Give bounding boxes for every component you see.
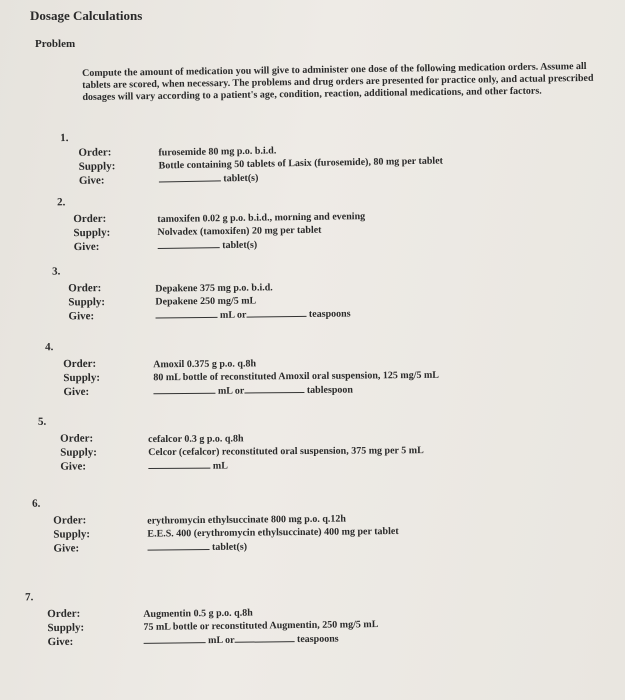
give-unit: mL or — [208, 634, 235, 647]
give-label: Give: — [53, 542, 80, 555]
order-text: tamoxifen 0.02 g p.o. b.i.d., morning and evening — [157, 211, 366, 225]
give-answer-line[interactable] — [158, 236, 366, 252]
order-label: Order: — [68, 282, 102, 295]
supply-label: Supply: — [63, 371, 101, 385]
order-text: Augmentin 0.5 g p.o. q.8h — [143, 607, 253, 620]
give-answer-line[interactable] — [155, 306, 350, 321]
problem-content — [158, 142, 443, 186]
problem-labels — [78, 145, 115, 188]
order-text: cefalcor 0.3 g p.o. q.8h — [148, 433, 244, 446]
problem-number: 5. — [37, 415, 47, 428]
order-label: Order: — [63, 357, 97, 371]
page-title: Dosage Calculations — [30, 8, 143, 23]
give-label: Give: — [63, 385, 90, 399]
problem-labels — [68, 281, 105, 323]
give-unit: mL or — [219, 309, 247, 321]
order-label: Order: — [60, 432, 94, 445]
supply-text: Depakene 250 mg/5 mL — [155, 295, 257, 308]
problem-item — [0, 262, 625, 323]
supply-text: Bottle containing 50 tablets of Lasix (furosemide), 80 mg per tablet — [158, 155, 444, 172]
problem-item — [0, 414, 625, 473]
problem-number: 1. — [60, 132, 69, 145]
problem-labels — [60, 431, 97, 473]
order-text: erythromycin ethylsuccinate 800 mg p.o. q.12h — [147, 513, 346, 527]
problem-item — [0, 494, 625, 555]
give-label: Give: — [78, 174, 105, 187]
order-text: Depakene 375 mg p.o. b.i.d. — [155, 282, 273, 295]
instructions-text: Compute the amount of medication you will give to administer one dose of the following medication orders. Assume all tablets are scored, when necessary. The problems and drug orders are presented for practice only, and actual prescribed dosages will vary according to a patient's age, condition, reaction, additional medications, and other factors. — [82, 60, 594, 103]
order-label: Order: — [78, 146, 112, 159]
supply-label: Supply: — [47, 621, 85, 635]
problem-content — [157, 210, 365, 252]
give-unit: mL — [212, 460, 228, 472]
supply-text: Celcor (cefalcor) reconstituted oral suspension, 375 mg per 5 mL — [148, 445, 424, 459]
give-label: Give: — [60, 460, 87, 473]
supply-text: 80 mL bottle of reconstituted Amoxil oral suspension, 125 mg/5 mL — [153, 369, 440, 384]
order-label: Order: — [47, 607, 81, 621]
section-label: Problem — [35, 38, 76, 50]
problem-labels — [73, 212, 110, 255]
give-label: Give: — [68, 310, 95, 323]
give-answer-line[interactable] — [148, 457, 424, 472]
problem-item — [0, 338, 625, 399]
problem-item — [0, 586, 625, 649]
problem-number: 4. — [44, 341, 54, 354]
supply-label: Supply: — [53, 528, 91, 541]
give-unit: tablet(s) — [211, 541, 248, 553]
problem-number: 7. — [24, 591, 34, 604]
problem-content — [148, 431, 424, 472]
give-unit-alt: teaspoons — [308, 308, 351, 320]
problem-number: 6. — [31, 497, 41, 510]
give-label: Give: — [47, 635, 74, 649]
order-label: Order: — [53, 514, 87, 527]
supply-label: Supply: — [78, 160, 116, 173]
give-unit-alt: tablespoon — [306, 384, 353, 396]
give-unit: mL or — [217, 385, 245, 397]
give-answer-line[interactable] — [153, 382, 439, 397]
problem-number: 3. — [51, 265, 61, 278]
problem-item — [0, 190, 625, 254]
give-unit: tablet(s) — [222, 239, 258, 252]
problem-labels — [63, 357, 100, 399]
supply-label: Supply: — [68, 296, 106, 309]
order-label: Order: — [73, 212, 107, 226]
supply-text: 75 mL bottle or reconstituted Augmentin, 250 mg/5 mL — [143, 619, 379, 633]
give-unit: tablet(s) — [223, 172, 259, 185]
problem-content — [153, 356, 439, 397]
problem-labels — [53, 513, 90, 555]
give-label: Give: — [73, 240, 100, 254]
order-text: furosemide 80 mg p.o. b.i.d. — [158, 145, 277, 159]
problem-labels — [47, 607, 84, 649]
supply-label: Supply: — [73, 226, 111, 240]
supply-text: E.E.S. 400 (erythromycin ethylsuccinate) 400 mg per tablet — [147, 525, 399, 540]
give-answer-line[interactable] — [147, 538, 398, 554]
give-answer-line[interactable] — [144, 631, 379, 647]
problem-content — [143, 605, 378, 647]
problem-content — [147, 512, 399, 554]
order-text: Amoxil 0.375 g p.o. q.8h — [153, 358, 257, 371]
problem-item — [0, 122, 625, 187]
supply-label: Supply: — [60, 446, 97, 459]
problem-number: 2. — [56, 196, 66, 209]
give-unit-alt: teaspoons — [296, 633, 339, 646]
problem-content — [155, 280, 350, 321]
supply-text: Nolvadex (tamoxifen) 20 mg per tablet — [157, 224, 322, 238]
